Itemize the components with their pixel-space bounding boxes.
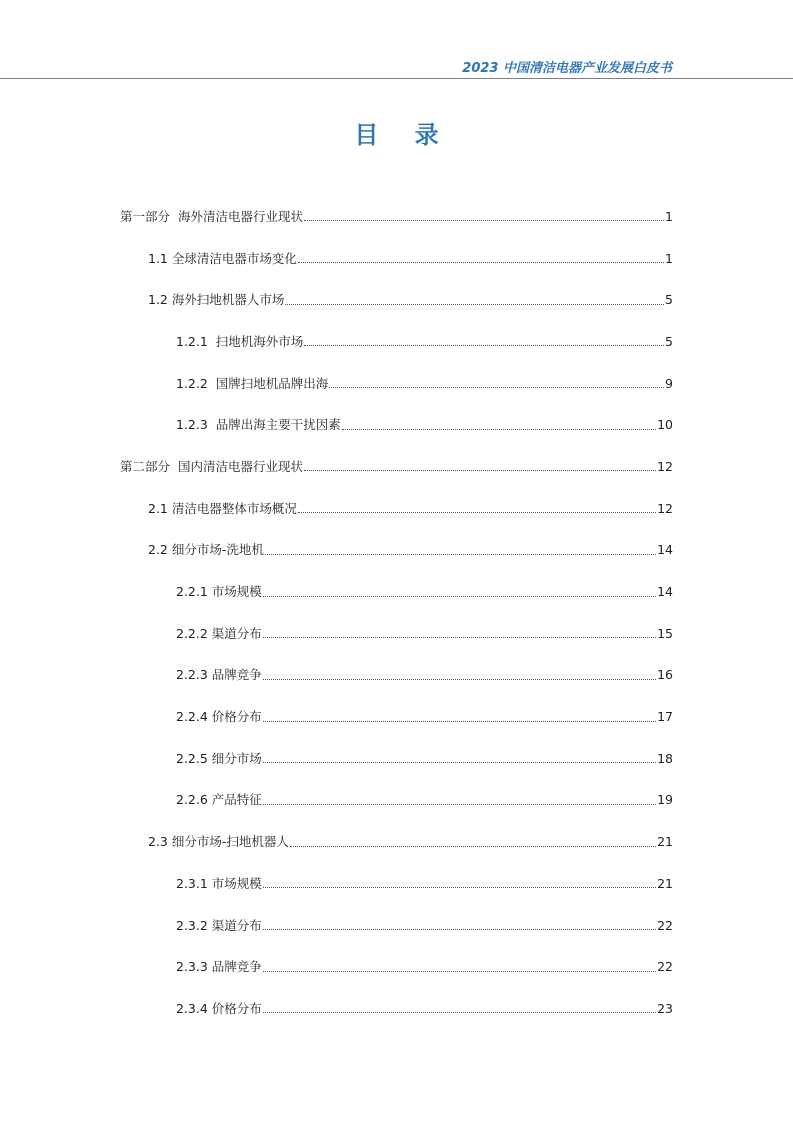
toc-entry-page: 5	[665, 292, 673, 308]
toc-entry-page: 22	[657, 917, 673, 933]
dot-leader	[265, 554, 656, 555]
toc-entry-page: 14	[657, 584, 673, 600]
running-header: 2023 中国清洁电器产业发展白皮书	[462, 61, 672, 76]
dot-leader	[298, 262, 664, 263]
toc-entry[interactable]	[0, 404, 793, 446]
toc-entry-title: 第二部分 国内清洁电器行业现状	[120, 458, 303, 474]
toc-entry-title: 第一部分 海外清洁电器行业现状	[120, 208, 303, 224]
toc-entry[interactable]	[0, 655, 793, 697]
toc-entry[interactable]	[0, 279, 793, 321]
toc-entry-page: 1	[665, 250, 673, 266]
toc-entry-title: 2.3.1 市场规模	[176, 875, 262, 891]
dot-leader	[263, 596, 656, 597]
toc-entry-page: 9	[665, 375, 673, 391]
toc-entry[interactable]	[0, 530, 793, 572]
toc-entry-page: 16	[657, 667, 673, 683]
dot-leader	[342, 429, 656, 430]
toc-entry-title: 2.3.4 价格分布	[176, 1000, 262, 1016]
dot-leader	[263, 679, 656, 680]
toc-entry[interactable]	[0, 821, 793, 863]
toc-entry[interactable]	[0, 321, 793, 363]
toc-entry-title: 2.3.2 渠道分布	[176, 917, 262, 933]
toc-entry-title: 1.1 全球清洁电器市场变化	[148, 250, 297, 266]
toc-entry[interactable]	[0, 363, 793, 405]
toc-entry-title: 2.2.3 品牌竞争	[176, 667, 262, 683]
dot-leader	[263, 804, 656, 805]
toc-entry[interactable]	[0, 696, 793, 738]
toc-entry-page: 12	[657, 458, 673, 474]
toc-entry-page: 21	[657, 834, 673, 850]
toc-entry-page: 17	[657, 709, 673, 725]
toc-entry-title: 2.2.1 市场规模	[176, 584, 262, 600]
dot-leader	[304, 470, 656, 471]
toc-entry[interactable]	[0, 613, 793, 655]
toc-entry[interactable]	[0, 446, 793, 488]
toc-entry[interactable]	[0, 780, 793, 822]
toc-entry-title: 2.2 细分市场-洗地机	[148, 542, 264, 558]
toc-entry[interactable]	[0, 946, 793, 988]
dot-leader	[263, 637, 656, 638]
table-of-contents	[0, 196, 793, 1030]
toc-entry[interactable]	[0, 196, 793, 238]
toc-entry-page: 15	[657, 625, 673, 641]
dot-leader	[298, 512, 656, 513]
toc-entry[interactable]	[0, 863, 793, 905]
dot-leader	[263, 762, 656, 763]
toc-entry-title: 1.2.1 扫地机海外市场	[176, 333, 304, 349]
dot-leader	[263, 721, 656, 722]
toc-entry-title: 2.2.2 渠道分布	[176, 625, 262, 641]
dot-leader	[263, 887, 656, 888]
dot-leader	[290, 846, 656, 847]
toc-entry-page: 12	[657, 500, 673, 516]
toc-entry[interactable]	[0, 905, 793, 947]
toc-entry-title: 2.3 细分市场-扫地机器人	[148, 834, 289, 850]
toc-entry-title: 2.2.5 细分市场	[176, 750, 262, 766]
toc-entry-page: 10	[657, 417, 673, 433]
toc-entry-page: 23	[657, 1000, 673, 1016]
toc-entry-page: 14	[657, 542, 673, 558]
toc-entry-page: 5	[665, 333, 673, 349]
toc-entry[interactable]	[0, 488, 793, 530]
toc-entry-page: 19	[657, 792, 673, 808]
toc-entry[interactable]	[0, 738, 793, 780]
toc-entry-title: 1.2.2 国牌扫地机品牌出海	[176, 375, 329, 391]
toc-entry-title: 1.2 海外扫地机器人市场	[148, 292, 285, 308]
dot-leader	[304, 220, 664, 221]
dot-leader	[263, 971, 656, 972]
dot-leader	[263, 1012, 656, 1013]
toc-entry[interactable]	[0, 571, 793, 613]
toc-heading: 目 录	[354, 121, 453, 149]
toc-entry[interactable]	[0, 988, 793, 1030]
header-divider	[0, 78, 793, 79]
toc-entry-title: 2.2.6 产品特征	[176, 792, 262, 808]
dot-leader	[263, 929, 656, 930]
toc-entry[interactable]	[0, 238, 793, 280]
toc-entry-page: 18	[657, 750, 673, 766]
toc-entry-title: 1.2.3 品牌出海主要干扰因素	[176, 417, 341, 433]
toc-entry-title: 2.1 清洁电器整体市场概况	[148, 500, 297, 516]
toc-entry-title: 2.3.3 品牌竞争	[176, 959, 262, 975]
dot-leader	[304, 345, 664, 346]
toc-entry-page: 1	[665, 208, 673, 224]
toc-entry-title: 2.2.4 价格分布	[176, 709, 262, 725]
dot-leader	[285, 304, 664, 305]
toc-entry-page: 21	[657, 875, 673, 891]
toc-entry-page: 22	[657, 959, 673, 975]
dot-leader	[329, 387, 664, 388]
